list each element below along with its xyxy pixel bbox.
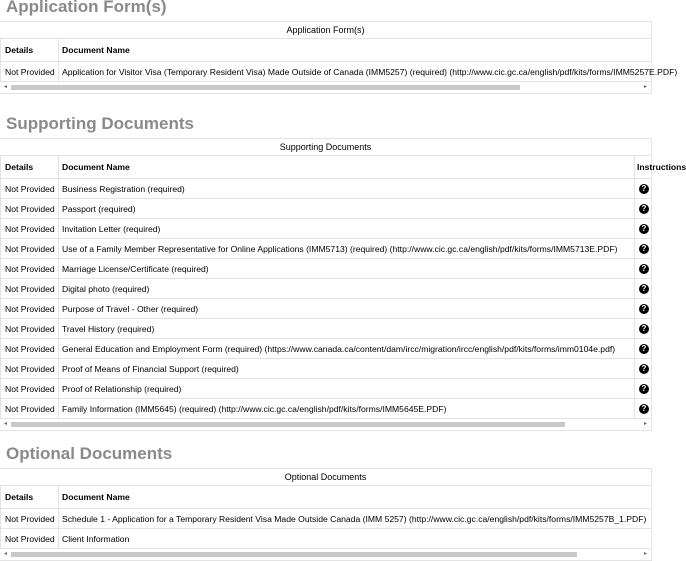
table-row [0,279,651,299]
details-cell: Not Provided [0,299,58,318]
scroll-right-arrow-icon[interactable]: ▸ [643,551,647,557]
document-name-cell[interactable]: General Education and Employment Form (required) (https://www.canada.ca/content/dam/ircc/migration/ircc/english/pdf/kits/forms/imm0104e.pdf) [58,339,634,358]
document-name-cell[interactable]: Family Information (IMM5645) (required) (http://www.cic.gc.ca/english/pdf/kits/forms/IMM5645E.PDF) [58,399,634,418]
supporting-documents-table [0,138,686,431]
instructions-cell [634,319,674,338]
optional-documents-table [0,468,652,561]
details-cell: Not Provided [0,339,58,358]
column-header-instructions: Instructions [634,156,674,178]
help-icon[interactable]: ? [639,244,649,254]
table-caption: Supporting Documents [0,139,651,156]
table-row [0,299,651,319]
table-row [0,239,651,259]
column-header-document-name: Document Name [58,486,658,508]
details-cell: Not Provided [0,259,58,278]
scroll-right-arrow-icon[interactable]: ▸ [643,84,647,90]
help-icon[interactable]: ? [639,224,649,234]
instructions-cell [634,339,674,358]
column-header-document-name: Document Name [58,39,658,61]
horizontal-scrollbar[interactable] [0,82,651,94]
document-name-cell[interactable]: Client Information [58,529,658,548]
help-icon[interactable]: ? [639,204,649,214]
help-icon[interactable]: ? [639,264,649,274]
column-header-document-name: Document Name [58,156,634,178]
scroll-left-arrow-icon[interactable]: ◂ [3,421,7,427]
help-icon[interactable]: ? [639,184,649,194]
scrollbar-thumb[interactable] [11,552,577,557]
table-row [0,399,651,419]
column-header-details: Details [0,156,58,178]
optional-documents-heading: Optional Documents [6,444,173,463]
details-cell: Not Provided [0,509,58,528]
horizontal-scrollbar[interactable] [0,549,651,561]
details-cell: Not Provided [0,359,58,378]
table-row [0,359,651,379]
details-cell: Not Provided [0,62,58,81]
instructions-cell [634,299,674,318]
instructions-cell [634,259,674,278]
details-cell: Not Provided [0,379,58,398]
instructions-cell [634,379,674,398]
details-cell: Not Provided [0,219,58,238]
table-row [0,179,651,199]
column-header-details: Details [0,39,58,61]
scrollbar-thumb[interactable] [11,422,565,427]
supporting-rows [0,179,651,419]
document-name-cell[interactable]: Proof of Means of Financial Support (required) [58,359,634,378]
instructions-cell [634,399,674,418]
details-cell: Not Provided [0,399,58,418]
instructions-cell [634,239,674,258]
document-name-cell[interactable]: Purpose of Travel - Other (required) [58,299,634,318]
document-name-cell[interactable]: Proof of Relationship (required) [58,379,634,398]
instructions-cell [634,199,674,218]
table-row [0,62,678,82]
instructions-cell [634,219,674,238]
details-cell: Not Provided [0,529,58,548]
document-name-cell[interactable]: Schedule 1 - Application for a Temporary Resident Visa Made Outside Canada (IMM 5257) (http://www.cic.gc.ca/english/pdf/kits/forms/IMM5257B_1.PDF) [58,509,658,528]
help-icon[interactable]: ? [639,384,649,394]
table-row [0,339,651,359]
scroll-right-arrow-icon[interactable]: ▸ [643,421,647,427]
help-icon[interactable]: ? [639,364,649,374]
document-name-cell[interactable]: Use of a Family Member Representative for Online Applications (IMM5713) (required) (http://www.cic.gc.ca/english/pdf/kits/forms/IMM5713E.PDF) [58,239,634,258]
scroll-left-arrow-icon[interactable]: ◂ [3,84,7,90]
document-name-cell[interactable]: Marriage License/Certificate (required) [58,259,634,278]
instructions-cell [634,359,674,378]
application-forms-table [0,21,678,94]
scroll-left-arrow-icon[interactable]: ◂ [3,551,7,557]
table-row [0,219,651,239]
help-icon[interactable]: ? [639,404,649,414]
document-name-cell[interactable]: Invitation Letter (required) [58,219,634,238]
document-name-cell[interactable]: Passport (required) [58,199,634,218]
document-name-cell[interactable]: Business Registration (required) [58,179,634,198]
document-name-cell[interactable]: Travel History (required) [58,319,634,338]
horizontal-scrollbar[interactable] [0,419,651,431]
details-cell: Not Provided [0,239,58,258]
table-caption: Application Form(s) [0,22,651,39]
scrollbar-thumb[interactable] [11,85,520,90]
table-header-row [0,39,651,62]
help-icon[interactable]: ? [639,284,649,294]
document-name-cell[interactable]: Digital photo (required) [58,279,634,298]
details-cell: Not Provided [0,179,58,198]
instructions-cell [634,179,674,198]
instructions-cell [634,279,674,298]
document-name-cell[interactable]: Application for Visitor Visa (Temporary Resident Visa) Made Outside of Canada (IMM5257) (required) (http://www.cic.gc.ca/english/pdf/kits/forms/IMM5257E.PDF) [58,62,658,81]
column-header-details: Details [0,486,58,508]
application-forms-heading: Application Form(s) [6,0,167,16]
table-row [0,259,651,279]
table-row [0,509,651,529]
table-row [0,529,651,549]
help-icon[interactable]: ? [639,344,649,354]
table-header-row [0,486,651,509]
details-cell: Not Provided [0,319,58,338]
table-header-row [0,156,686,179]
table-row [0,199,651,219]
supporting-documents-heading: Supporting Documents [6,114,194,133]
details-cell: Not Provided [0,199,58,218]
table-caption: Optional Documents [0,469,651,486]
help-icon[interactable]: ? [639,304,649,314]
table-row [0,319,651,339]
details-cell: Not Provided [0,279,58,298]
help-icon[interactable]: ? [639,324,649,334]
table-row [0,379,651,399]
